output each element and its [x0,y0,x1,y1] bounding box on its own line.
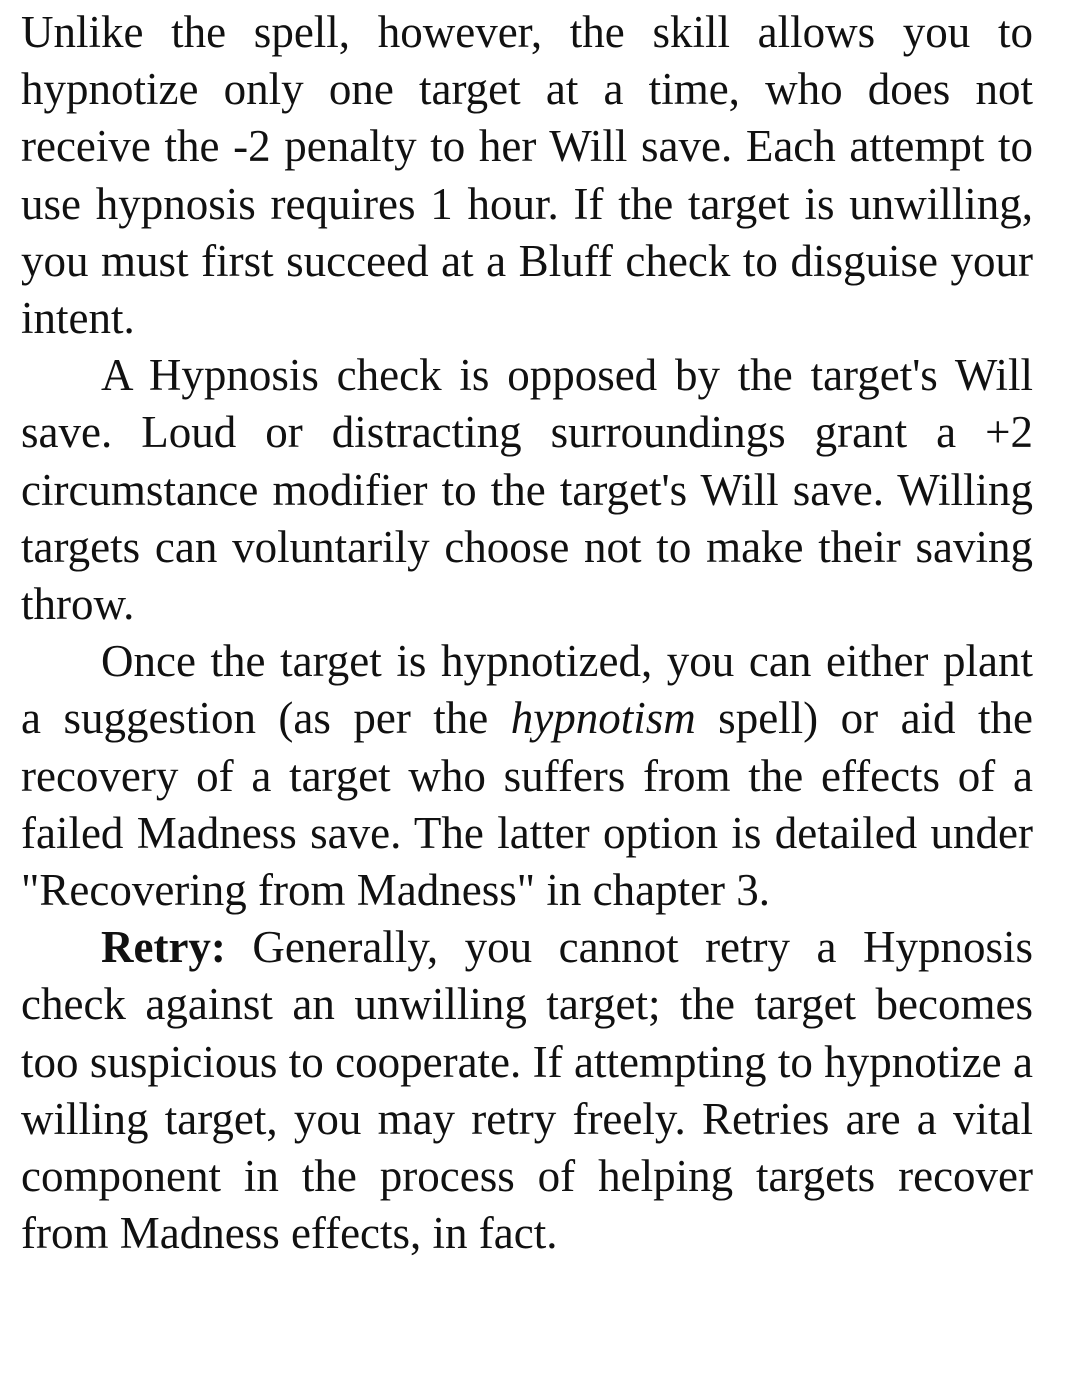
document-page [21,4,1033,1262]
paragraph-text: Generally, you cannot retry a Hypnosis check against an unwilling target; the target becomes too suspicious to cooperate. If attempting to hypnotize a willing target, you may retry freely. Retries are a vital component in the process of helping targets recover from Madness effects, in fact. [21,922,1033,1259]
paragraph-hypnosis-check [21,347,1033,633]
paragraph-text-before: Once the target is hypnotized, you can either plant a suggestion (as per the [21,636,1033,744]
paragraph-hypnosis-limits [21,4,1033,347]
paragraph-text: Unlike the spell, however, the skill allows you to hypnotize only one target at a time, who does not receive the -2 penalty to her Will save. Each attempt to use hypnosis requires 1 hour. If the target is unwilling, you must first succeed at a Bluff check to disguise your intent. [21,7,1033,344]
retry-label: Retry: [101,922,226,973]
paragraph-text-after: spell) or aid the recovery of a target who suffers from the effects of a failed Madness save. The latter option is detailed under "Recovering from Madness" in chapter 3. [21,693,1033,916]
paragraph-retry [21,919,1033,1262]
paragraph-text: A Hypnosis check is opposed by the target's Will save. Loud or distracting surroundings grant a +2 circumstance modifier to the target's Will save. Willing targets can voluntarily choose not to make their saving throw. [21,350,1033,630]
paragraph-hypnotized-effects [21,633,1033,919]
spell-name-emphasis: hypnotism [510,693,696,744]
